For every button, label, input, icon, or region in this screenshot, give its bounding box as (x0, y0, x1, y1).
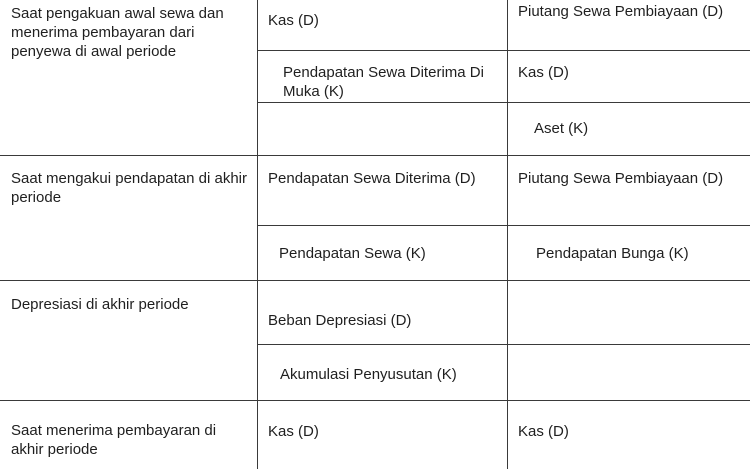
lessor-entry-cell-empty (508, 345, 750, 401)
lessor-entry-cell (508, 51, 750, 103)
lessee-entry-cell (258, 281, 508, 345)
journal-entry-text: Beban Depresiasi (D) (268, 312, 412, 329)
journal-entry-text: Pendapatan Sewa Diterima Di Muka (K) (283, 64, 484, 100)
journal-entry-text: Akumulasi Penyusutan (K) (280, 366, 457, 383)
journal-entry-text: Kas (D) (518, 423, 569, 440)
journal-entry-text: Pendapatan Bunga (K) (536, 245, 689, 262)
lessor-entry-cell (508, 103, 750, 156)
lessee-entry-cell (258, 345, 508, 401)
event-label: Depresiasi di akhir periode (11, 296, 189, 313)
lessor-entry-cell-empty (508, 281, 750, 345)
event-cell-initial-recognition (0, 0, 258, 156)
journal-entry-text: Piutang Sewa Pembiayaan (D) (518, 170, 724, 187)
lessor-entry-cell (508, 226, 750, 281)
journal-entry-text: Kas (D) (268, 423, 319, 440)
lessee-entry-cell-empty (258, 103, 508, 156)
journal-entry-text: Kas (D) (268, 12, 319, 29)
lessee-entry-cell (258, 51, 508, 103)
lessee-entry-cell (258, 401, 508, 469)
journal-entry-text: Pendapatan Sewa (K) (279, 245, 426, 262)
lessor-entry-cell (508, 0, 750, 51)
lessee-entry-cell (258, 226, 508, 281)
lessor-entry-cell (508, 156, 750, 226)
journal-entry-text: Kas (D) (518, 64, 569, 81)
event-cell-revenue-recognition (0, 156, 258, 281)
event-cell-depreciation (0, 281, 258, 401)
event-label: Saat pengakuan awal sewa dan menerima pembayaran dari penyewa di awal periode (11, 5, 224, 60)
event-label: Saat menerima pembayaran di akhir periode (11, 422, 217, 458)
journal-entry-text: Aset (K) (534, 120, 589, 137)
lessee-entry-cell (258, 0, 508, 51)
lessee-entry-cell (258, 156, 508, 226)
journal-entry-text: Pendapatan Sewa Diterima (D) (268, 170, 476, 187)
event-cell-payment-received (0, 401, 258, 469)
event-label: Saat mengakui pendapatan di akhir periode (11, 170, 248, 206)
lessor-entry-cell (508, 401, 750, 469)
journal-entry-text: Piutang Sewa Pembiayaan (D) (518, 3, 724, 20)
